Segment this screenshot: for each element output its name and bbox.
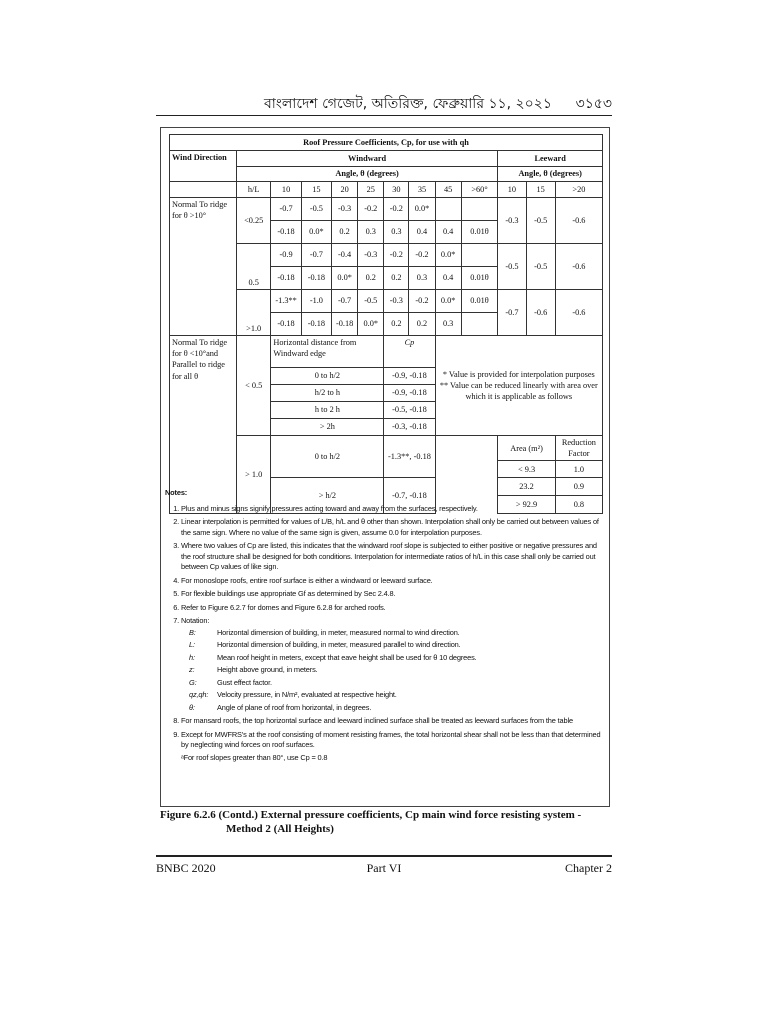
cp-value: -0.18 [332,313,358,336]
distance-range: h to 2 h [271,402,384,419]
leeward-value: -0.6 [555,244,602,290]
gazette-title: বাংলাদেশ গেজেট, অতিরিক্ত, ফেব্রুয়ারি ১১, ২০২১ [264,96,552,112]
footnote: ᵃFor roof slopes greater than 80°, use Cp = 0.8 [181,752,328,762]
cp-value: 0.4 [435,267,461,290]
cp-value: 0.2 [384,267,409,290]
distance-range: 0 to h/2 [271,368,384,385]
cp-value: 0.4 [435,221,461,244]
angle-header: 10 [271,182,301,198]
angle-header: 35 [409,182,435,198]
cp-value: 0.01θ [461,290,498,313]
note-item: 4. For monoslope roofs, entire roof surface is either a windward or leeward surface. [181,576,605,587]
table-title: Roof Pressure Coefficients, Cp, for use with qh [170,135,603,151]
cp-value [435,198,461,221]
cp-pair: -1.3**, -0.18 [384,436,435,478]
cp-value: 0.01θ [461,267,498,290]
notation-row [189,653,605,664]
cp-value: -0.7 [301,244,331,267]
cp-value: -1.0 [301,290,331,313]
notation-symbol: θ: [189,702,195,712]
parallel-ridge-label: Normal To ridge for θ <10°and Parallel to ridge for all θ [170,336,237,514]
cp-value: -0.7 [271,198,301,221]
notation-row [189,665,605,676]
reduction-factor-value: 1.0 [555,461,602,478]
footer-rule [156,855,612,857]
cp-value [461,198,498,221]
cp-value: 0.0* [409,198,435,221]
cp-value: 0.3 [435,313,461,336]
angle-header: 20 [332,182,358,198]
cp-value: -0.3 [384,290,409,313]
leeward-value: -0.6 [555,290,602,336]
leeward-value: -0.5 [526,198,555,244]
notation-item [181,616,605,713]
value-notes [435,336,602,436]
small-hl-value: < 0.5 [236,336,271,436]
cp-value: 0.0* [358,313,384,336]
note-item: 6. Refer to Figure 6.2.7 for domes and Figure 6.2.8 for arched roofs. [181,603,605,614]
cp-value: 0.3 [358,221,384,244]
note-item: 3. Where two values of Cp are listed, this indicates that the windward roof slope is subjected to either positive or negative pressures and the roof structure shall be designed for both conditions. Interpolation for intermediate ratios of h/L in this case shall only be carried out between Cp values of like sign. [181,541,605,573]
notes-heading: Notes: [165,488,188,497]
leeward-value: -0.3 [498,198,526,244]
cp-value: -0.18 [301,267,331,290]
distance-range: > 2h [271,419,384,436]
note-item: 8. For mansard roofs, the top horizontal surface and leeward inclined surface shall be treated as leeward surfaces from the table [181,716,605,727]
cp-value: -0.9 [271,244,301,267]
area-value: < 9.3 [498,461,555,478]
area-value: 23.2 [498,478,554,496]
cp-value: -1.3** [271,290,301,313]
notation-desc: Gust effect factor. [217,677,272,687]
leeward-value: -0.6 [526,290,555,336]
leeward-value: -0.5 [498,244,526,290]
footer-chapter: Chapter 2 [565,861,612,875]
cp-value: 0.2 [409,313,435,336]
header-rule [156,115,612,116]
cp-value: -0.2 [409,244,435,267]
leeward-value: -0.5 [526,244,555,290]
footer-part: Part VI [366,861,402,875]
notation-row [189,703,605,714]
single-star-note: * Value is provided for interpolation purposes [442,369,595,379]
cp-pair: -0.5, -0.18 [384,402,435,419]
cp-value: -0.3 [332,198,358,221]
notation-row [189,678,605,689]
cp-value: -0.2 [409,290,435,313]
hl-value: 0.5 [236,244,271,290]
notation-symbol: L: [189,640,195,650]
blank-cell [170,182,237,198]
leeward-header: Leeward [498,151,603,167]
cp-value: 0.3 [409,267,435,290]
leeward-angle: 10 [498,182,526,198]
notation-row [189,690,605,701]
cp-value: -0.2 [384,244,409,267]
leeward-angle: >20 [555,182,602,198]
cp-value: -0.2 [358,198,384,221]
notation-desc: Velocity pressure, in N/m², evaluated at respective height. [217,690,397,700]
note-item: 1. Plus and minus signs signify pressures acting toward and away from the surfaces, respectively. [181,504,605,515]
area-value: > 92.9 [515,500,538,510]
angle-header: 45 [435,182,461,198]
angle-header: >60° [461,182,498,198]
cp-value: -0.7 [332,290,358,313]
cp-value: -0.18 [301,313,331,336]
horizontal-distance-header: Horizontal distance from Windward edge [271,336,384,368]
angle-header: 15 [301,182,331,198]
leeward-value: -0.6 [555,198,602,244]
cp-pair: -0.7, -0.18 [384,478,435,514]
leeward-angle: 15 [526,182,555,198]
roof-pressure-table [169,134,603,514]
figure-caption [160,808,612,837]
notation-symbol: z: [189,665,195,675]
notation-symbol: B: [189,627,196,637]
notation-desc: Horizontal dimension of building, in meter, measured parallel to wind direction. [217,640,461,650]
caption-line-2: Method 2 (All Heights) [226,823,334,836]
cp-value: 0.0* [435,244,461,267]
distance-range: 0 to h/2 [271,436,384,478]
hl-header: h/L [236,182,271,198]
windward-header: Windward [236,151,497,167]
page-header [156,92,612,112]
cp-value: -0.5 [301,198,331,221]
cp-header: Cp [384,336,435,368]
caption-line-1: Figure 6.2.6 (Contd.) External pressure coefficients, Cp main wind force resisting system - [160,809,582,821]
cp-value: 0.01θ [461,221,498,244]
note-item: 5. For flexible buildings use appropriate Gf as determined by Sec 2.4.8. [181,589,605,600]
note-text: Except for MWFRS's at the roof consisting of moment resisting frames, the total horizontal shear shall not be less than that determined by neglecting wind forces on roof surfaces. [181,729,601,750]
windward-angle-header: Angle, θ (degrees) [236,167,497,182]
notation-desc: Height above ground, in meters. [217,665,318,675]
cp-value: 0.2 [384,313,409,336]
large-hl-value: > 1.0 [236,436,271,514]
notation-heading: Notation: [181,616,210,626]
notation-symbol: h: [189,652,195,662]
notation-desc: Mean roof height in meters, except that eave height shall be used for θ 10 degrees. [217,652,477,662]
notation-desc: Horizontal dimension of building, in meter, measured normal to wind direction. [217,627,460,637]
notes-section [165,488,605,766]
angle-header: 25 [358,182,384,198]
cp-value: 0.0* [332,267,358,290]
cp-value: -0.18 [271,267,301,290]
page-footer [156,861,612,876]
cp-value [461,313,498,336]
cp-value: -0.18 [271,313,301,336]
footer-code: BNBC 2020 [156,861,216,875]
notation-symbol: G: [189,677,197,687]
cp-value: 0.0* [435,290,461,313]
cp-pair: -0.9, -0.18 [384,385,435,402]
normal-ridge-label: Normal To ridge for θ >10° [170,198,237,336]
cp-value: 0.2 [332,221,358,244]
notation-row [189,640,605,651]
page-number: ৩১৫৩ [575,96,612,112]
note-item [181,730,605,764]
area-header: Area (m²) [498,436,555,461]
reduction-factor-value: 0.9 [556,478,602,496]
cp-value [461,244,498,267]
notation-symbol: qz,qh: [189,690,209,700]
distance-range: h/2 to h [271,385,384,402]
hl-value: >1.0 [236,290,271,336]
cp-pair: -0.3, -0.18 [384,419,435,436]
cp-value: -0.18 [271,221,301,244]
leeward-value: -0.7 [498,290,526,336]
cp-value: -0.4 [332,244,358,267]
cp-value: 0.4 [409,221,435,244]
notation-row [189,628,605,639]
notes-list [165,504,605,764]
cp-value: 0.0* [301,221,331,244]
notation-desc: Angle of plane of roof from horizontal, in degrees. [217,702,372,712]
angle-header: 30 [384,182,409,198]
cp-pair: -0.9, -0.18 [384,368,435,385]
cp-value: -0.2 [384,198,409,221]
double-star-note: ** Value can be reduced linearly with area over which it is applicable as follows [439,380,598,402]
leeward-angle-header: Angle, θ (degrees) [498,167,603,182]
cp-value: 0.3 [384,221,409,244]
reduction-factor-header: Reduction Factor [555,436,602,461]
hl-value: <0.25 [236,198,271,244]
cp-value: 0.2 [358,267,384,290]
note-item: 2. Linear interpolation is permitted for values of L/B, h/L and θ other than shown. Interpolation shall only be carried out between values of the same sign. Where no value of the same sign is given, assume 0.0 for interpolation purposes. [181,517,605,538]
distance-range: > h/2 [271,478,384,514]
cp-value: -0.5 [358,290,384,313]
wind-direction-header: Wind Direction [170,151,237,182]
reduction-factor-value: 0.8 [573,500,585,510]
cp-value: -0.3 [358,244,384,267]
